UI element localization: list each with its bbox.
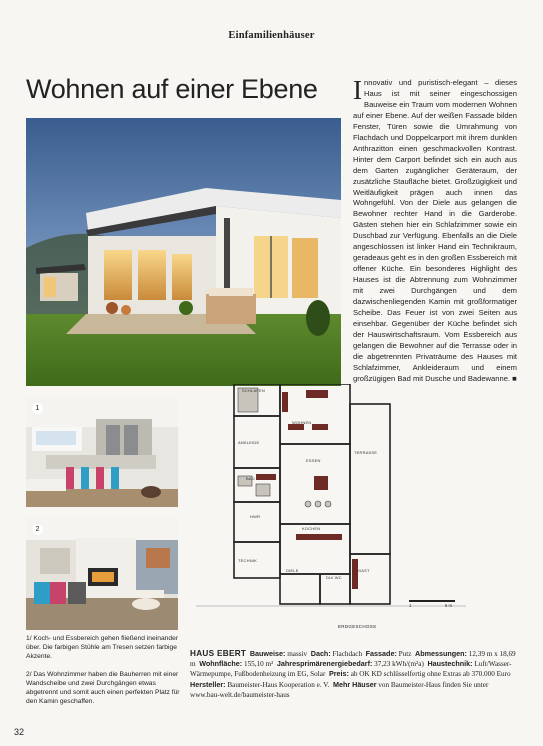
- scale-end-label: 5 m: [445, 603, 452, 608]
- room-wohnen: WOHNEN: [292, 420, 312, 425]
- room-gast: GAST: [358, 568, 370, 573]
- room-hwr: HWR: [250, 514, 261, 519]
- info-value: 12,39 m x 18,69 m: [190, 650, 516, 669]
- floor-plan: [196, 384, 466, 616]
- page-number: 32: [14, 727, 25, 737]
- info-value: 155,10 m²: [243, 660, 274, 669]
- room-terrasse: TERRASSE: [354, 450, 378, 455]
- room-schlafen: SCHLAFEN: [242, 388, 265, 393]
- drop-cap: I: [353, 75, 362, 105]
- end-mark: ■: [512, 373, 517, 383]
- scale-bar: [409, 600, 455, 602]
- info-value: von Baumeister-Haus finden Sie unter www.bau-welt.de/baumeister-haus: [190, 680, 489, 699]
- info-label: Wohnfläche:: [199, 659, 243, 669]
- info-label: Bauweise:: [249, 649, 286, 658]
- info-label: Abmessungen:: [415, 649, 467, 658]
- info-value: Luft/Wasser-Wärmepumpe, Fußbodenheizung im EG, Solar: [190, 660, 512, 679]
- room-bad: BAD: [246, 476, 255, 481]
- info-label: Hersteller:: [190, 679, 226, 689]
- room-essen: ESSEN: [306, 458, 321, 463]
- info-label: Mehr Häuser: [332, 679, 377, 689]
- info-label: Fassade:: [365, 649, 397, 658]
- article-body: [353, 75, 517, 385]
- room-ankleide: ANKLEIDE: [238, 440, 260, 445]
- house-exterior-photo: [26, 118, 341, 386]
- photo-badge-2: 2: [32, 524, 43, 535]
- info-value: massiv: [287, 650, 308, 658]
- photo-badge-1: 1: [32, 403, 43, 414]
- article-text: nnovativ und puristisch-elegant – dieses Haus ist mit seiner eingeschossigen Bauweise ein Traum vom modernen Wohnen auf einer Ebene. Auf der weißen Fassade bilden Fenster, Türen sowie die Umrahmung von Flachdach und Doppelcarport mit ihrem dunklen Anthrazitton einen geschmackvollen Kontrast. Hinter dem Carport befindet sich ein auch aus dem Garten zugänglicher Geräteraum, der zusätzliche Staufläche bietet. Großzügigkeit und Weitläufigkeit prägen auch innen das Wohngefühl. Von der Diele aus gelangen die Bewohner rechter Hand in die Garderobe. Gästen stehen hier ein Schlafzimmer sowie ein Duschbad zur Verfügung. Ebenfalls an die Diele angeschlossen ist linker Hand ein Technikraum, geradeaus geht es in den großen Essbereich mit offener Küche. Ein besonderes Highlight des Hauses ist die Abtrennung zum Wohnzimmer mit zwei Durchgängen und dem dazwischenliegenden Kamin mit großformatiger Scheibe. Das Feuer ist von zwei Seiten aus einsehbar. Gegenüber der Küche befindet sich der Hauswirtschaftsraum. Vom Essbereich aus gelangen die Bewohner auf die Terrasse oder in die abgetrennten Privaträume des Hauses mit Schlafzimmer, Ankleideraum und einem großzügigen Bad mit Dusche und Badewanne.: [353, 78, 517, 383]
- room-diele: DIELE: [286, 568, 299, 573]
- info-value: Flachdach: [332, 650, 363, 658]
- article-title: Wohnen auf einer Ebene: [26, 74, 318, 104]
- caption-2: 2/ Das Wohnzimmer haben die Bauherren mit einer Wandscheibe und zwei Durchgängen etwas abgetrennt und somit auch einen perfekten Platz für den Kamin geschaffen.: [26, 671, 180, 705]
- info-value: 37,23 kWh/(m²a): [374, 660, 424, 669]
- info-label: Dach:: [310, 649, 331, 658]
- room-dusche: DU/ WC: [326, 575, 342, 580]
- info-label: Haustechnik:: [427, 659, 473, 669]
- house-name: HAUS EBERT: [190, 649, 247, 658]
- section-title: Einfamilienhäuser: [228, 30, 315, 41]
- info-label: Jahresprimärenergiebedarf:: [276, 659, 373, 669]
- info-value: Putz: [398, 650, 412, 658]
- room-kochen: KOCHEN: [302, 526, 321, 531]
- house-info: [190, 649, 518, 700]
- living-room-photo: [26, 518, 178, 630]
- info-label: Preis:: [328, 669, 349, 679]
- kitchen-photo: [26, 397, 178, 507]
- floor-label: ERDGESCHOSS: [338, 624, 377, 629]
- info-value: Baumeister-Haus Kooperation e. V.: [227, 680, 330, 689]
- scale-start-label: 1: [409, 603, 412, 608]
- info-value: ab OK KD schlüsselfertig ohne Extras ab 370.000 Euro: [350, 670, 511, 679]
- room-technik: TECHNIK: [238, 558, 257, 563]
- caption-1: 1/ Koch- und Essbereich gehen fließend ineinander über. Die farbigen Stühle am Tresen setzen farbige Akzente.: [26, 635, 179, 660]
